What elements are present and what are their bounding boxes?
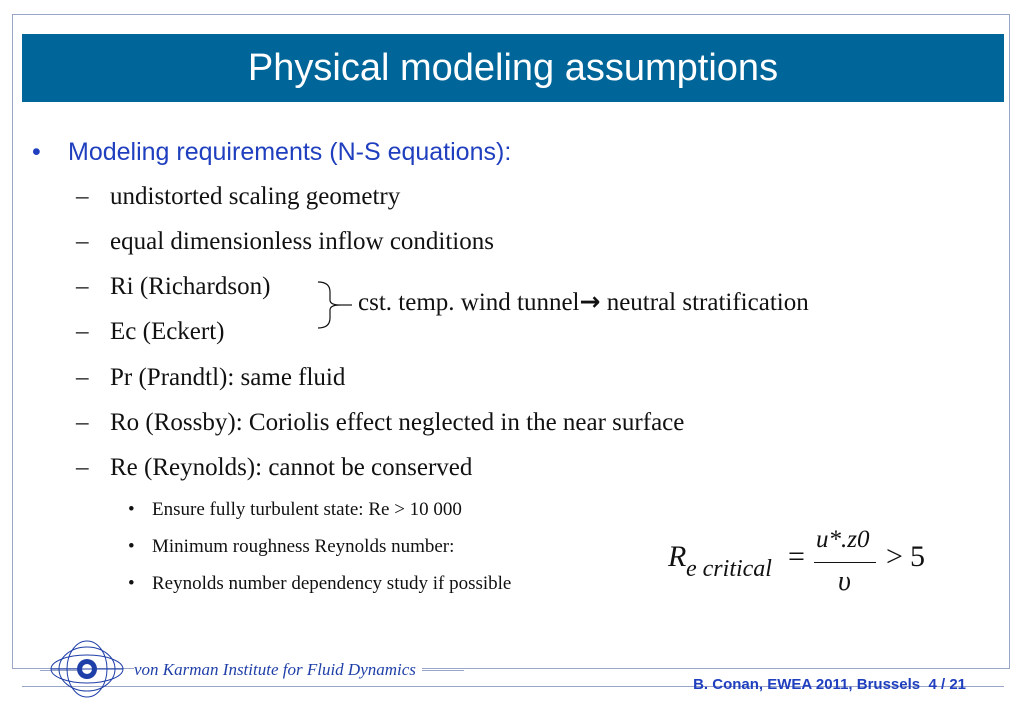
dash-marker: – <box>76 228 89 255</box>
main-bullet-text: Modeling requirements (N-S equations): <box>68 138 512 166</box>
fraction-bar <box>814 562 876 563</box>
sub-item-text: Re (Reynolds): cannot be conserved <box>110 454 473 481</box>
subsub-item-text: Reynolds number dependency study if possible <box>152 573 512 594</box>
dash-marker: – <box>76 454 89 481</box>
subsub-item-text: Minimum roughness Reynolds number: <box>152 536 455 557</box>
stratification-note <box>358 287 809 317</box>
dash-marker: – <box>76 364 89 391</box>
sub-item-text: Ro (Rossby): Coriolis effect neglected in the near surface <box>110 409 685 436</box>
subsub-item-text: Ensure fully turbulent state: Re > 10 000 <box>152 499 462 520</box>
page-number: 4 / 21 <box>928 676 966 693</box>
reynolds-formula <box>668 526 948 606</box>
bullet-marker: • <box>32 138 41 166</box>
note-text-after: neutral stratification <box>600 289 809 316</box>
dash-marker: – <box>76 318 89 345</box>
sub-item-text: Pr (Prandtl): same fluid <box>110 364 346 391</box>
dash-marker: – <box>76 409 89 436</box>
right-arrow-icon: → <box>579 287 601 316</box>
sub-item-text: Ec (Eckert) <box>110 318 225 345</box>
vki-logo-icon <box>48 638 126 700</box>
bullet-marker: • <box>128 536 135 557</box>
bullet-marker: • <box>128 573 135 594</box>
sub-item-text: equal dimensionless inflow conditions <box>110 228 494 255</box>
formula-greater: > <box>886 540 903 573</box>
institute-name: von Karman Institute for Fluid Dynamics <box>134 660 422 680</box>
formula-value: 5 <box>910 540 925 573</box>
formula-numerator: u*.z0 <box>816 526 870 553</box>
brace-icon <box>316 280 356 330</box>
formula-r: R <box>668 540 687 573</box>
footer-citation <box>693 676 966 693</box>
formula-equals: = <box>788 540 805 573</box>
citation-text: B. Conan, EWEA 2011, Brussels <box>693 676 921 693</box>
sub-item-text: undistorted scaling geometry <box>110 183 401 210</box>
dash-marker: – <box>76 273 89 300</box>
sub-item-text: Ri (Richardson) <box>110 273 271 300</box>
note-text-before: cst. temp. wind tunnel <box>358 289 580 316</box>
bullet-marker: • <box>128 499 135 520</box>
formula-subscript: e critical <box>686 556 772 582</box>
dash-marker: – <box>76 183 89 210</box>
formula-denominator: υ <box>838 566 851 597</box>
slide-title: Physical modeling assumptions <box>247 46 779 89</box>
